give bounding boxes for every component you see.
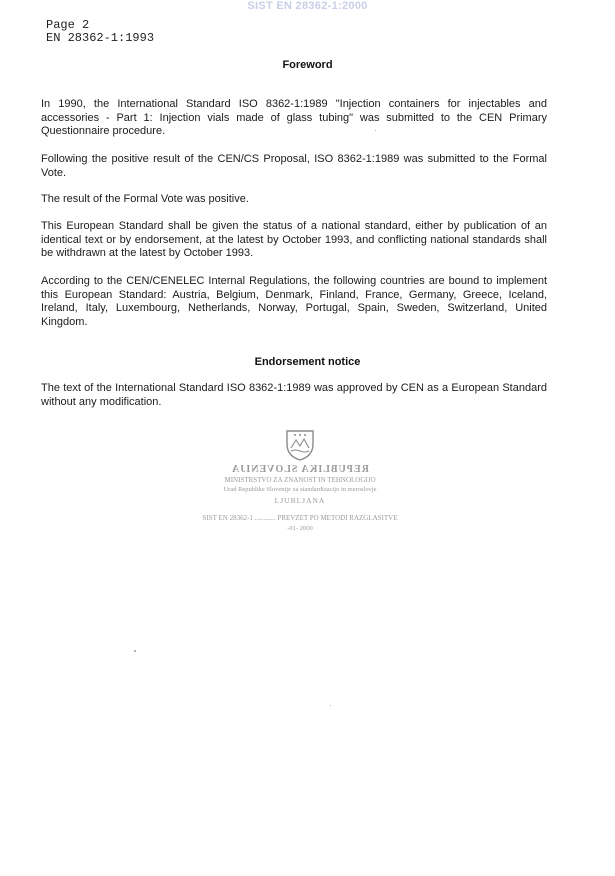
stamp-line: SIST EN 28362-1 ............ PREVZET PO METODI RAZGLASITVE (202, 514, 398, 522)
stamp-line: LJUBLJANA (274, 496, 326, 505)
foreword-paragraph: The result of the Formal Vote was positive. (41, 193, 249, 205)
scan-speck (375, 130, 376, 131)
page-header (46, 19, 154, 45)
scan-speck (330, 705, 331, 706)
foreword-paragraph: According to the CEN/CENELEC Internal Regulations, the following countries are bound to implement this European Standard: Austria, Belgium, Denmark, Finland, France, Germany, Greece, Iceland, Ireland, Italy, Luxembourg, Netherlands, Norway, Portugal, Spain, Sweden, Switzerland, United Kingdom. (41, 275, 547, 328)
foreword-paragraph: In 1990, the International Standard ISO 8362-1:1989 "Injection containers for injectables and accessories - Part 1: Injection vials made of glass tubing" was submitted to the CEN Primary Questionnaire procedure. (41, 98, 547, 137)
stamp-line: REPUBLIKA SLOVENIJA (231, 464, 369, 475)
official-stamp (180, 428, 420, 540)
stamp-line: Urad Republike Slovenije za standardizacijo in meroslovje (223, 486, 377, 493)
page-number: Page 2 (46, 18, 90, 32)
endorsement-title: Endorsement notice (254, 356, 361, 368)
foreword-paragraph: This European Standard shall be given the status of a national standard, either by publication of an identical text or by endorsement, at the latest by October 1993, and conflicting national standards shall be withdrawn at the latest by October 1993. (41, 220, 547, 259)
foreword-paragraph: Following the positive result of the CEN/CS Proposal, ISO 8362-1:1989 was submitted to the Formal Vote. (41, 153, 547, 179)
foreword-title: Foreword (282, 59, 333, 71)
scan-speck (134, 650, 136, 652)
watermark: SIST EN 28362-1:2000 (247, 0, 368, 12)
document-id: EN 28362-1:1993 (46, 31, 155, 45)
endorsement-paragraph: The text of the International Standard ISO 8362-1:1989 was approved by CEN as a European Standard without any modification. (41, 382, 547, 408)
stamp-line: -01- 2000 (287, 525, 313, 532)
stamp-line: MINISTRSTVO ZA ZNANOST IN TEHNOLOGIJO (224, 476, 376, 484)
coat-of-arms-icon (283, 428, 317, 462)
